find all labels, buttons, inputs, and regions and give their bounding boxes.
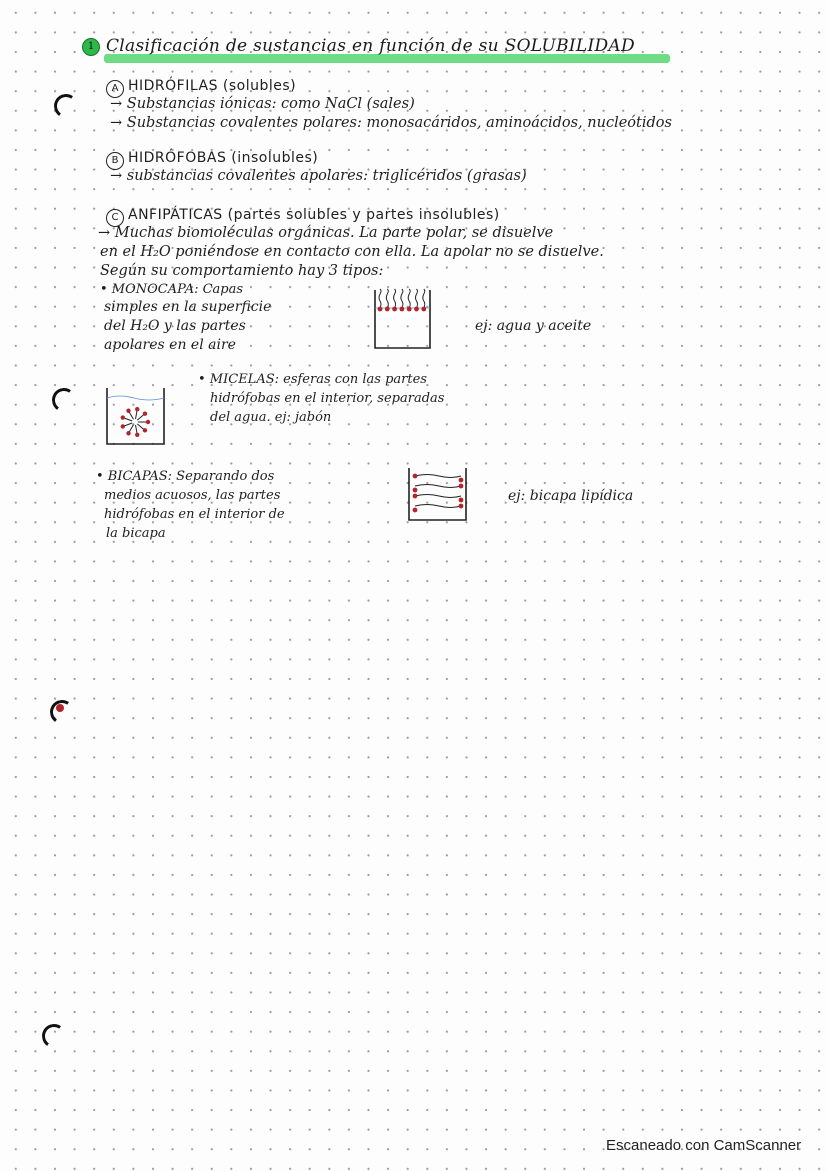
monocapa-line-1: • MONOCAPA: Capas: [100, 282, 244, 297]
lipid-head: [407, 307, 412, 312]
binder-hole-icon: [48, 698, 76, 726]
micelle-head: [121, 415, 125, 419]
bilayer-diagram: [406, 466, 470, 524]
bicapas-line-4: la bicapa: [106, 526, 166, 541]
bilayer-head: [459, 504, 464, 509]
section-c-letter: C: [106, 209, 124, 227]
bilayer-row: [415, 505, 461, 508]
lipid-tail: [408, 289, 410, 308]
lipid-head: [421, 307, 426, 312]
bicapas-line-3: hidrófobas en el interior de: [104, 507, 285, 522]
micelle-head: [126, 409, 130, 413]
scanner-watermark: Escaneado con CamScanner: [606, 1137, 802, 1154]
section-c-line-2: en el H₂O poniéndose en contacto con ella. La apolar no se disuelve.: [100, 244, 604, 260]
micelas-line-1: • MICELAS: esferas con las partes: [198, 372, 427, 387]
section-b-letter: B: [106, 152, 124, 170]
micelas-line-2: hidrófobas en el interior, separadas: [210, 391, 445, 406]
monocapa-line-4: apolares en el aire: [104, 337, 236, 353]
bicapas-line-2: medios acuosos, las partes: [104, 488, 281, 503]
bilayer-row: [415, 475, 461, 478]
lipid-head: [378, 307, 383, 312]
section-a-letter: A: [106, 80, 124, 98]
lipid-head: [385, 307, 390, 312]
binder-hole-icon: [50, 386, 78, 414]
lipid-tail: [394, 289, 396, 308]
monocapa-example: ej: agua y aceite: [475, 318, 592, 334]
bicapas-line-1: • BICAPAS: Separando dos: [96, 469, 275, 484]
section-a-heading: HIDRÓFILAS (solubles): [128, 78, 297, 94]
section-c-line-1: → Muchas biomoléculas orgánicas. La parte polar, se disuelve: [98, 225, 554, 241]
bilayer-head: [413, 474, 418, 479]
micelle-head: [126, 431, 130, 435]
micelle-head: [121, 424, 125, 428]
section-a-line-2: → Substancias covalentes polares: monosacáridos, aminoácidos, nucleótidos: [110, 115, 672, 131]
lipid-tail: [379, 289, 381, 308]
monocapa-line-3: del H₂O y las partes: [104, 318, 246, 334]
micelle-head: [135, 407, 139, 411]
lipid-tail: [386, 289, 388, 308]
bilayer-head: [413, 494, 418, 499]
bilayer-row: [415, 485, 461, 488]
section-number: 1: [82, 38, 100, 56]
monocapa-line-2: simples en la superficie: [104, 299, 272, 315]
section-b-heading: HIDRÓFOBAS (insolubles): [128, 150, 319, 166]
bilayer-head: [459, 484, 464, 489]
lipid-head: [414, 307, 419, 312]
micelle-head: [135, 433, 139, 437]
micelas-line-3: del agua. ej: jabón: [210, 410, 332, 425]
bilayer-head: [413, 488, 418, 493]
section-c-heading: ANFIPÁTICAS (partes solubles y partes insolubles): [128, 207, 500, 223]
binder-hole-red-icon: [56, 704, 64, 712]
micelle-head: [143, 411, 147, 415]
micelle-head: [143, 428, 147, 432]
section-b-line-1: → substancias covalentes apolares: triglicéridos (grasas): [110, 168, 527, 184]
lipid-head: [400, 307, 405, 312]
section-a-line-1: → Substancias iónicas: como NaCl (sales): [110, 96, 415, 112]
lipid-head: [392, 307, 397, 312]
bilayer-row: [415, 495, 461, 498]
bilayer-head: [459, 498, 464, 503]
section-c-line-3: Según su comportamiento hay 3 tipos:: [100, 263, 384, 279]
page-title: Clasificación de sustancias en función de su SOLUBILIDAD: [106, 36, 635, 56]
micelle-diagram: [104, 384, 168, 448]
lipid-tail: [416, 289, 418, 308]
binder-hole-icon: [52, 92, 80, 120]
binder-hole-icon: [40, 1022, 68, 1050]
bicapas-example: ej: bicapa lipídica: [508, 488, 634, 504]
lipid-tail: [423, 289, 425, 308]
bilayer-head: [459, 478, 464, 483]
lipid-tail: [401, 289, 403, 308]
bilayer-head: [413, 508, 418, 513]
monolayer-diagram: [372, 286, 434, 352]
micelle-head: [146, 420, 150, 424]
